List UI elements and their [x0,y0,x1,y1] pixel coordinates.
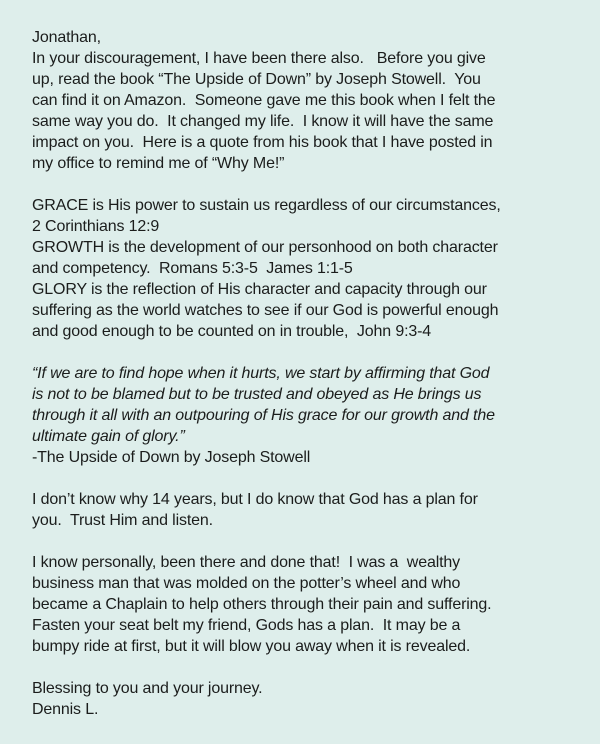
quote-line: is not to be blamed but to be trusted and obeyed as He brings us [32,386,482,403]
intro-line: my office to remind me of “Why Me!” [32,155,285,172]
intro-paragraph [32,48,592,174]
personal-line: bumpy ride at first, but it will blow you away when it is revealed. [32,638,471,655]
glory-line: GLORY is the reflection of His character and capacity through our [32,281,487,298]
intro-line: can find it on Amazon. Someone gave me this book when I felt the [32,92,496,109]
quote-line: ultimate gain of glory.” [32,428,185,445]
growth-line: GROWTH is the development of our personhood on both character [32,239,498,256]
spacer [32,342,592,363]
grace-reference: 2 Corinthians 12:9 [32,218,160,235]
personal-line: business man that was molded on the potter’s wheel and who [32,575,461,592]
intro-line: up, read the book “The Upside of Down” by Joseph Stowell. You [32,71,481,88]
spacer [32,174,592,195]
personal-paragraph [32,552,592,657]
book-quote [32,363,592,447]
spacer [32,531,592,552]
quote-line: “If we are to find hope when it hurts, we start by affirming that God [32,365,490,382]
growth-reference: and competency. Romans 5:3-5 James 1:1-5 [32,260,353,277]
glory-reference: and good enough to be counted on in trouble, John 9:3-4 [32,323,432,340]
intro-line: same way you do. It changed my life. I know it will have the same [32,113,494,130]
quote-line: through it all with an outpouring of His grace for our growth and the [32,407,495,424]
spacer [32,657,592,678]
spacer [32,468,592,489]
encouragement-paragraph [32,489,592,531]
quote-attribution: -The Upside of Down by Joseph Stowell [32,449,311,466]
salutation: Jonathan, [32,29,101,46]
closing: Blessing to you and your journey. [32,680,263,697]
personal-line: I know personally, been there and done that! I was a wealthy [32,554,461,571]
grace-growth-glory-paragraph [32,195,592,342]
encouragement-line: you. Trust Him and listen. [32,512,213,529]
personal-line: Fasten your seat belt my friend, Gods has a plan. It may be a [32,617,461,634]
encouragement-line: I don’t know why 14 years, but I do know that God has a plan for [32,491,478,508]
grace-line: GRACE is His power to sustain us regardless of our circumstances, [32,197,501,214]
intro-line: In your discouragement, I have been there also. Before you give [32,50,486,67]
signature: Dennis L. [32,701,99,718]
glory-line: suffering as the world watches to see if our God is powerful enough [32,302,499,319]
letter-body [32,27,592,720]
personal-line: became a Chaplain to help others through their pain and suffering. [32,596,492,613]
intro-line: impact on you. Here is a quote from his book that I have posted in [32,134,493,151]
